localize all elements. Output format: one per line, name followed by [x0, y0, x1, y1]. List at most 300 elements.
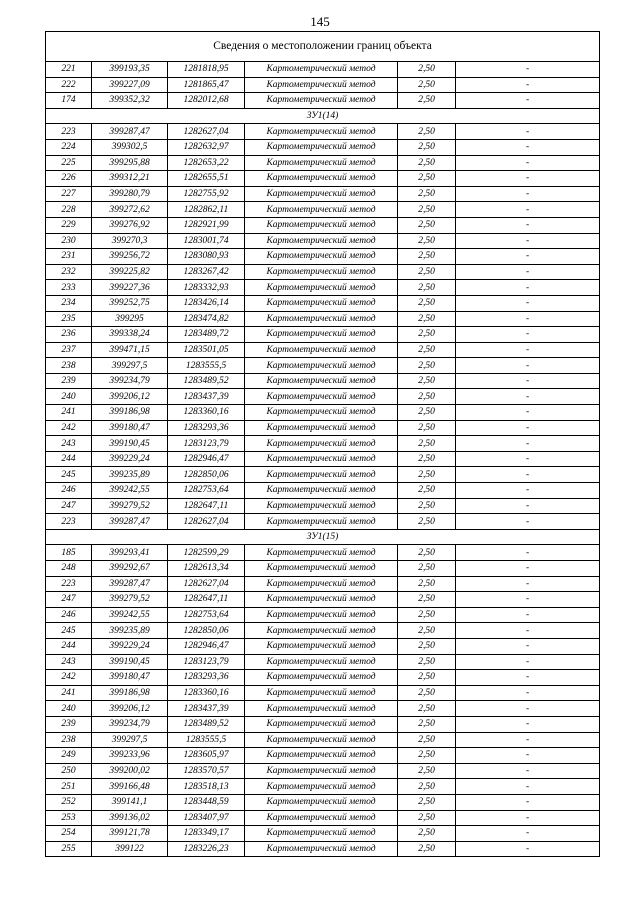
description-cell: -: [456, 498, 600, 514]
coord-x-cell: 399200,02: [92, 763, 168, 779]
description-cell: -: [456, 654, 600, 670]
description-cell: -: [456, 826, 600, 842]
table-row: [46, 545, 600, 561]
point-number-cell: 225: [46, 155, 92, 171]
table-row: [46, 155, 600, 171]
section-label: ЗУ1(15): [46, 529, 600, 545]
coord-x-cell: 399295: [92, 311, 168, 327]
coord-x-cell: 399297,5: [92, 358, 168, 374]
table-row: [46, 217, 600, 233]
method-cell: Картометрический метод: [245, 264, 398, 280]
description-cell: -: [456, 311, 600, 327]
method-cell: Картометрический метод: [245, 576, 398, 592]
method-cell: Картометрический метод: [245, 841, 398, 857]
coord-y-cell: 1283293,36: [168, 670, 245, 686]
coord-x-cell: 399312,21: [92, 171, 168, 187]
method-cell: Картометрический метод: [245, 342, 398, 358]
table-row: [46, 514, 600, 530]
description-cell: -: [456, 607, 600, 623]
method-cell: Картометрический метод: [245, 498, 398, 514]
description-cell: -: [456, 124, 600, 140]
method-cell: Картометрический метод: [245, 202, 398, 218]
coord-x-cell: 399292,67: [92, 561, 168, 577]
coord-x-cell: 399287,47: [92, 514, 168, 530]
description-cell: -: [456, 483, 600, 499]
description-cell: -: [456, 794, 600, 810]
table-row: [46, 311, 600, 327]
table-row: [46, 810, 600, 826]
method-cell: Картометрический метод: [245, 483, 398, 499]
coord-y-cell: 1283332,93: [168, 280, 245, 296]
table-row: [46, 62, 600, 78]
accuracy-cell: 2,50: [398, 264, 456, 280]
coord-y-cell: 1282946,47: [168, 451, 245, 467]
point-number-cell: 227: [46, 186, 92, 202]
method-cell: Картометрический метод: [245, 748, 398, 764]
table-row: [46, 264, 600, 280]
description-cell: -: [456, 451, 600, 467]
coord-x-cell: 399186,98: [92, 685, 168, 701]
point-number-cell: 233: [46, 280, 92, 296]
coord-y-cell: 1282012,68: [168, 93, 245, 109]
point-number-cell: 249: [46, 748, 92, 764]
description-cell: -: [456, 233, 600, 249]
description-cell: -: [456, 186, 600, 202]
point-number-cell: 243: [46, 654, 92, 670]
description-cell: -: [456, 389, 600, 405]
coord-x-cell: 399252,75: [92, 295, 168, 311]
table-row: [46, 701, 600, 717]
point-number-cell: 238: [46, 732, 92, 748]
point-number-cell: 237: [46, 342, 92, 358]
table-row: [46, 405, 600, 421]
point-number-cell: 239: [46, 373, 92, 389]
coord-y-cell: 1283555,5: [168, 358, 245, 374]
coord-x-cell: 399302,5: [92, 139, 168, 155]
method-cell: Картометрический метод: [245, 810, 398, 826]
method-cell: Картометрический метод: [245, 139, 398, 155]
accuracy-cell: 2,50: [398, 545, 456, 561]
accuracy-cell: 2,50: [398, 249, 456, 265]
coord-y-cell: 1283489,52: [168, 716, 245, 732]
section-header-row: [46, 108, 600, 124]
table-row: [46, 342, 600, 358]
point-number-cell: 253: [46, 810, 92, 826]
coord-x-cell: 399121,78: [92, 826, 168, 842]
coord-y-cell: 1283437,39: [168, 389, 245, 405]
method-cell: Картометрический метод: [245, 467, 398, 483]
coord-y-cell: 1282632,97: [168, 139, 245, 155]
method-cell: Картометрический метод: [245, 358, 398, 374]
description-cell: -: [456, 779, 600, 795]
coord-y-cell: 1282850,06: [168, 623, 245, 639]
coord-x-cell: 399280,79: [92, 186, 168, 202]
accuracy-cell: 2,50: [398, 155, 456, 171]
method-cell: Картометрический метод: [245, 171, 398, 187]
coord-y-cell: 1283518,13: [168, 779, 245, 795]
accuracy-cell: 2,50: [398, 295, 456, 311]
table-row: [46, 389, 600, 405]
method-cell: Картометрический метод: [245, 436, 398, 452]
coord-y-cell: 1282599,29: [168, 545, 245, 561]
method-cell: Картометрический метод: [245, 420, 398, 436]
coord-y-cell: 1283360,16: [168, 405, 245, 421]
accuracy-cell: 2,50: [398, 358, 456, 374]
point-number-cell: 242: [46, 420, 92, 436]
table-row: [46, 685, 600, 701]
point-number-cell: 251: [46, 779, 92, 795]
coord-y-cell: 1282647,11: [168, 592, 245, 608]
coord-y-cell: 1283123,79: [168, 436, 245, 452]
coord-y-cell: 1283123,79: [168, 654, 245, 670]
coord-y-cell: 1283474,82: [168, 311, 245, 327]
method-cell: Картометрический метод: [245, 311, 398, 327]
accuracy-cell: 2,50: [398, 124, 456, 140]
point-number-cell: 245: [46, 467, 92, 483]
description-cell: -: [456, 716, 600, 732]
table-row: [46, 93, 600, 109]
description-cell: -: [456, 217, 600, 233]
accuracy-cell: 2,50: [398, 93, 456, 109]
description-cell: -: [456, 342, 600, 358]
coord-y-cell: 1283501,05: [168, 342, 245, 358]
coord-y-cell: 1283080,93: [168, 249, 245, 265]
coord-x-cell: 399227,09: [92, 77, 168, 93]
coord-x-cell: 399193,35: [92, 62, 168, 78]
coord-x-cell: 399270,3: [92, 233, 168, 249]
table-row: [46, 436, 600, 452]
description-cell: -: [456, 638, 600, 654]
accuracy-cell: 2,50: [398, 436, 456, 452]
method-cell: Картометрический метод: [245, 716, 398, 732]
coord-y-cell: 1283407,97: [168, 810, 245, 826]
accuracy-cell: 2,50: [398, 483, 456, 499]
coord-y-cell: 1283570,57: [168, 763, 245, 779]
accuracy-cell: 2,50: [398, 826, 456, 842]
point-number-cell: 224: [46, 139, 92, 155]
method-cell: Картометрический метод: [245, 124, 398, 140]
point-number-cell: 239: [46, 716, 92, 732]
boundary-table: [45, 31, 600, 857]
accuracy-cell: 2,50: [398, 716, 456, 732]
accuracy-cell: 2,50: [398, 763, 456, 779]
coord-x-cell: 399256,72: [92, 249, 168, 265]
table-row: [46, 498, 600, 514]
point-number-cell: 244: [46, 451, 92, 467]
method-cell: Картометрический метод: [245, 670, 398, 686]
method-cell: Картометрический метод: [245, 514, 398, 530]
point-number-cell: 240: [46, 701, 92, 717]
point-number-cell: 223: [46, 514, 92, 530]
description-cell: -: [456, 139, 600, 155]
accuracy-cell: 2,50: [398, 217, 456, 233]
coord-x-cell: 399293,41: [92, 545, 168, 561]
coord-x-cell: 399206,12: [92, 389, 168, 405]
coord-y-cell: 1282946,47: [168, 638, 245, 654]
coord-x-cell: 399279,52: [92, 498, 168, 514]
coord-x-cell: 399352,32: [92, 93, 168, 109]
coord-y-cell: 1282655,51: [168, 171, 245, 187]
coord-x-cell: 399287,47: [92, 124, 168, 140]
table-row: [46, 654, 600, 670]
point-number-cell: 246: [46, 483, 92, 499]
point-number-cell: 255: [46, 841, 92, 857]
method-cell: Картометрический метод: [245, 607, 398, 623]
point-number-cell: 234: [46, 295, 92, 311]
method-cell: Картометрический метод: [245, 451, 398, 467]
point-number-cell: 174: [46, 93, 92, 109]
description-cell: -: [456, 561, 600, 577]
coord-x-cell: 399279,52: [92, 592, 168, 608]
accuracy-cell: 2,50: [398, 77, 456, 93]
description-cell: -: [456, 373, 600, 389]
coord-x-cell: 399242,55: [92, 483, 168, 499]
coord-y-cell: 1282850,06: [168, 467, 245, 483]
coord-y-cell: 1282627,04: [168, 576, 245, 592]
coord-x-cell: 399338,24: [92, 327, 168, 343]
table-row: [46, 638, 600, 654]
point-number-cell: 245: [46, 623, 92, 639]
method-cell: Картометрический метод: [245, 638, 398, 654]
point-number-cell: 247: [46, 498, 92, 514]
method-cell: Картометрический метод: [245, 405, 398, 421]
coord-x-cell: 399235,89: [92, 623, 168, 639]
coord-y-cell: 1281865,47: [168, 77, 245, 93]
table-row: [46, 607, 600, 623]
coord-y-cell: 1283448,59: [168, 794, 245, 810]
accuracy-cell: 2,50: [398, 186, 456, 202]
accuracy-cell: 2,50: [398, 685, 456, 701]
method-cell: Картометрический метод: [245, 93, 398, 109]
point-number-cell: 241: [46, 685, 92, 701]
method-cell: Картометрический метод: [245, 826, 398, 842]
coord-y-cell: 1282753,64: [168, 483, 245, 499]
table-row: [46, 451, 600, 467]
description-cell: -: [456, 155, 600, 171]
coord-y-cell: 1283349,17: [168, 826, 245, 842]
accuracy-cell: 2,50: [398, 420, 456, 436]
table-row: [46, 763, 600, 779]
description-cell: -: [456, 514, 600, 530]
method-cell: Картометрический метод: [245, 373, 398, 389]
table-row: [46, 670, 600, 686]
description-cell: -: [456, 810, 600, 826]
coord-y-cell: 1283267,42: [168, 264, 245, 280]
coord-x-cell: 399242,55: [92, 607, 168, 623]
table-row: [46, 826, 600, 842]
point-number-cell: 247: [46, 592, 92, 608]
accuracy-cell: 2,50: [398, 202, 456, 218]
table-row: [46, 794, 600, 810]
accuracy-cell: 2,50: [398, 623, 456, 639]
description-cell: -: [456, 701, 600, 717]
description-cell: -: [456, 295, 600, 311]
coord-y-cell: 1281818,95: [168, 62, 245, 78]
coord-y-cell: 1282647,11: [168, 498, 245, 514]
description-cell: -: [456, 545, 600, 561]
accuracy-cell: 2,50: [398, 670, 456, 686]
point-number-cell: 240: [46, 389, 92, 405]
description-cell: -: [456, 436, 600, 452]
coord-x-cell: 399206,12: [92, 701, 168, 717]
description-cell: -: [456, 405, 600, 421]
accuracy-cell: 2,50: [398, 638, 456, 654]
method-cell: Картометрический метод: [245, 233, 398, 249]
coord-x-cell: 399166,48: [92, 779, 168, 795]
method-cell: Картометрический метод: [245, 545, 398, 561]
table-row: [46, 716, 600, 732]
point-number-cell: 226: [46, 171, 92, 187]
table-row: [46, 483, 600, 499]
accuracy-cell: 2,50: [398, 654, 456, 670]
description-cell: -: [456, 670, 600, 686]
accuracy-cell: 2,50: [398, 794, 456, 810]
coord-y-cell: 1283489,72: [168, 327, 245, 343]
coord-y-cell: 1283605,97: [168, 748, 245, 764]
method-cell: Картометрический метод: [245, 732, 398, 748]
point-number-cell: 244: [46, 638, 92, 654]
coord-y-cell: 1282653,22: [168, 155, 245, 171]
coord-y-cell: 1283293,36: [168, 420, 245, 436]
method-cell: Картометрический метод: [245, 654, 398, 670]
method-cell: Картометрический метод: [245, 794, 398, 810]
table-row: [46, 186, 600, 202]
accuracy-cell: 2,50: [398, 233, 456, 249]
table-row: [46, 77, 600, 93]
table-row: [46, 841, 600, 857]
section-header-row: [46, 529, 600, 545]
point-number-cell: 221: [46, 62, 92, 78]
coord-y-cell: 1282753,64: [168, 607, 245, 623]
accuracy-cell: 2,50: [398, 62, 456, 78]
accuracy-cell: 2,50: [398, 342, 456, 358]
method-cell: Картометрический метод: [245, 62, 398, 78]
point-number-cell: 238: [46, 358, 92, 374]
accuracy-cell: 2,50: [398, 280, 456, 296]
coord-x-cell: 399190,45: [92, 436, 168, 452]
coord-x-cell: 399235,89: [92, 467, 168, 483]
coord-x-cell: 399227,36: [92, 280, 168, 296]
description-cell: -: [456, 685, 600, 701]
method-cell: Картометрический метод: [245, 389, 398, 405]
description-cell: -: [456, 77, 600, 93]
coord-x-cell: 399471,15: [92, 342, 168, 358]
method-cell: Картометрический метод: [245, 217, 398, 233]
description-cell: -: [456, 327, 600, 343]
accuracy-cell: 2,50: [398, 451, 456, 467]
accuracy-cell: 2,50: [398, 171, 456, 187]
point-number-cell: 243: [46, 436, 92, 452]
description-cell: -: [456, 748, 600, 764]
coord-x-cell: 399234,79: [92, 716, 168, 732]
coord-y-cell: 1283437,39: [168, 701, 245, 717]
accuracy-cell: 2,50: [398, 561, 456, 577]
description-cell: -: [456, 763, 600, 779]
table-row: [46, 623, 600, 639]
point-number-cell: 222: [46, 77, 92, 93]
method-cell: Картометрический метод: [245, 561, 398, 577]
table-row: [46, 467, 600, 483]
accuracy-cell: 2,50: [398, 373, 456, 389]
method-cell: Картометрический метод: [245, 327, 398, 343]
coord-y-cell: 1282755,92: [168, 186, 245, 202]
coord-x-cell: 399229,24: [92, 638, 168, 654]
coord-y-cell: 1282862,11: [168, 202, 245, 218]
accuracy-cell: 2,50: [398, 498, 456, 514]
table-row: [46, 327, 600, 343]
accuracy-cell: 2,50: [398, 311, 456, 327]
coord-y-cell: 1282627,04: [168, 124, 245, 140]
description-cell: -: [456, 264, 600, 280]
description-cell: -: [456, 576, 600, 592]
point-number-cell: 223: [46, 124, 92, 140]
description-cell: -: [456, 280, 600, 296]
coord-x-cell: 399122: [92, 841, 168, 857]
table-row: [46, 202, 600, 218]
method-cell: Картометрический метод: [245, 77, 398, 93]
point-number-cell: 236: [46, 327, 92, 343]
table-row: [46, 295, 600, 311]
description-cell: -: [456, 93, 600, 109]
method-cell: Картометрический метод: [245, 623, 398, 639]
table-row: [46, 249, 600, 265]
point-number-cell: 185: [46, 545, 92, 561]
point-number-cell: 250: [46, 763, 92, 779]
point-number-cell: 232: [46, 264, 92, 280]
accuracy-cell: 2,50: [398, 607, 456, 623]
point-number-cell: 252: [46, 794, 92, 810]
coord-x-cell: 399272,62: [92, 202, 168, 218]
coord-y-cell: 1283001,74: [168, 233, 245, 249]
coord-x-cell: 399229,24: [92, 451, 168, 467]
accuracy-cell: 2,50: [398, 810, 456, 826]
coord-y-cell: 1282613,34: [168, 561, 245, 577]
accuracy-cell: 2,50: [398, 467, 456, 483]
description-cell: -: [456, 732, 600, 748]
point-number-cell: 248: [46, 561, 92, 577]
coord-x-cell: 399180,47: [92, 420, 168, 436]
point-number-cell: 229: [46, 217, 92, 233]
description-cell: -: [456, 358, 600, 374]
method-cell: Картометрический метод: [245, 186, 398, 202]
coord-y-cell: 1282921,99: [168, 217, 245, 233]
accuracy-cell: 2,50: [398, 779, 456, 795]
page-number: 145: [310, 14, 330, 29]
description-cell: -: [456, 623, 600, 639]
table-row: [46, 358, 600, 374]
description-cell: -: [456, 467, 600, 483]
accuracy-cell: 2,50: [398, 405, 456, 421]
description-cell: -: [456, 592, 600, 608]
method-cell: Картометрический метод: [245, 685, 398, 701]
method-cell: Картометрический метод: [245, 249, 398, 265]
table-row: [46, 233, 600, 249]
table-row: [46, 139, 600, 155]
method-cell: Картометрический метод: [245, 295, 398, 311]
table-title: Сведения о местоположении границ объекта: [46, 32, 600, 62]
coord-y-cell: 1283360,16: [168, 685, 245, 701]
point-number-cell: 241: [46, 405, 92, 421]
method-cell: Картометрический метод: [245, 280, 398, 296]
table-row: [46, 171, 600, 187]
accuracy-cell: 2,50: [398, 748, 456, 764]
table-row: [46, 373, 600, 389]
coord-x-cell: 399233,96: [92, 748, 168, 764]
table-row: [46, 576, 600, 592]
point-number-cell: 246: [46, 607, 92, 623]
table-row: [46, 124, 600, 140]
table-row: [46, 561, 600, 577]
